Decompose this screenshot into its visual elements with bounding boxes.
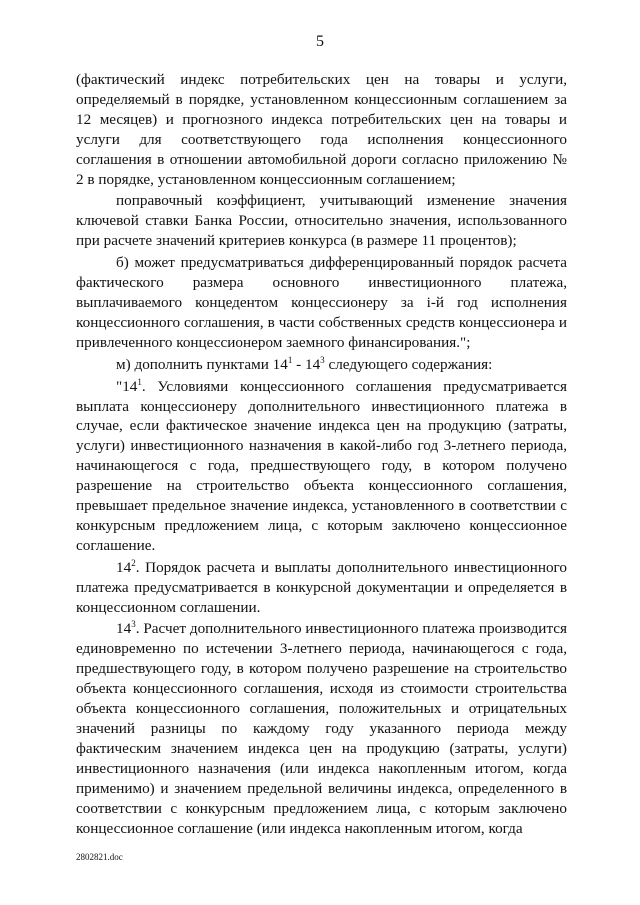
paragraph-4-sup-b: 3 (320, 354, 325, 365)
paragraph-4 (76, 355, 567, 375)
paragraph-7-text: . Расчет дополнительного инвестиционного платежа производится единовременно по истечении 3-летнего периода, начинающегося с года, предшествующего году, в котором получено разрешение на строительство объекта концессионного соглашения, исходя из стоимости строительства объекта концессионного соглашения, положительных и отрицательных значений разницы по каждому году указанного периода между фактическим значением индекса цен на продукцию (затраты, услуги) инвестиционного назначения (или индекса накопленным итогом, когда применимо) и значением предельной величины индекса, определенного в соответствии с конкурсным предложением лица, с которым заключено концессионное соглашение (или индекса накопленным итогом, когда (76, 620, 567, 837)
paragraph-1: (фактический индекс потребительских цен на товары и услуги, определяемый в порядке, установленном концессионным соглашением за 12 месяцев) и прогнозного индекса потребительских цен на товары и услуги для соответствующего года исполнения концессионного соглашения в отношении автомобильной дороги согласно приложению № 2 в порядке, установленном концессионным соглашением; (76, 71, 567, 188)
paragraph-6-text: . Порядок расчета и выплаты дополнительного инвестиционного платежа предусматривается в конкурсной документации и определяется в концессионном соглашении. (76, 558, 567, 616)
paragraph-7-sup: 3 (131, 619, 136, 630)
paragraph-4-text-b: - 14 (292, 355, 321, 373)
paragraph-4-sup-a: 1 (287, 354, 293, 365)
paragraph-3: б) может предусматриваться дифференцированный порядок расчета фактического размера основного инвестиционного платежа, выплачиваемого концедентом концессионеру за i-й год исполнения концессионного соглашения, в части собственных средств концессионера и привлеченного концессионером заемного финансирования."; (76, 254, 567, 351)
paragraph-5-text: . Условиями концессионного соглашения предусматривается выплата концессионеру дополнительного инвестиционного платежа в случае, если фактическое значение индекса цен на продукцию (затраты, услуги) инвестиционного назначения в какой-либо год 3-летнего периода, начинающегося с года, предшествующего году, в котором получено разрешение на строительство объекта концессионного соглашения, превышает предельное значение индекса, установленного в соответствии с конкурсным предложением лица, с которым заключено концессионное соглашение. (76, 377, 567, 554)
paragraph-7 (76, 619, 567, 838)
paragraph-6-sup: 2 (131, 557, 136, 568)
paragraph-2: поправочный коэффициент, учитывающий изменение значения ключевой ставки Банка России, относительно значения, использованного при расчете значений критериев конкурса (в размере 11 процентов); (76, 192, 567, 250)
paragraph-5-number: "14 (116, 377, 138, 395)
paragraph-5-sup: 1 (137, 376, 142, 387)
paragraph-6-number: 14 (116, 558, 132, 576)
page-number: 5 (316, 33, 324, 50)
paragraph-4-text-c: следующего содержания: (324, 355, 493, 373)
paragraph-7-number: 14 (116, 620, 132, 638)
file-name-footer: 2802821.doc (76, 852, 123, 862)
document-body (76, 70, 567, 838)
paragraph-4-text-a: м) дополнить пунктами 14 (116, 355, 288, 373)
paragraph-5 (76, 377, 567, 556)
paragraph-6 (76, 558, 567, 618)
